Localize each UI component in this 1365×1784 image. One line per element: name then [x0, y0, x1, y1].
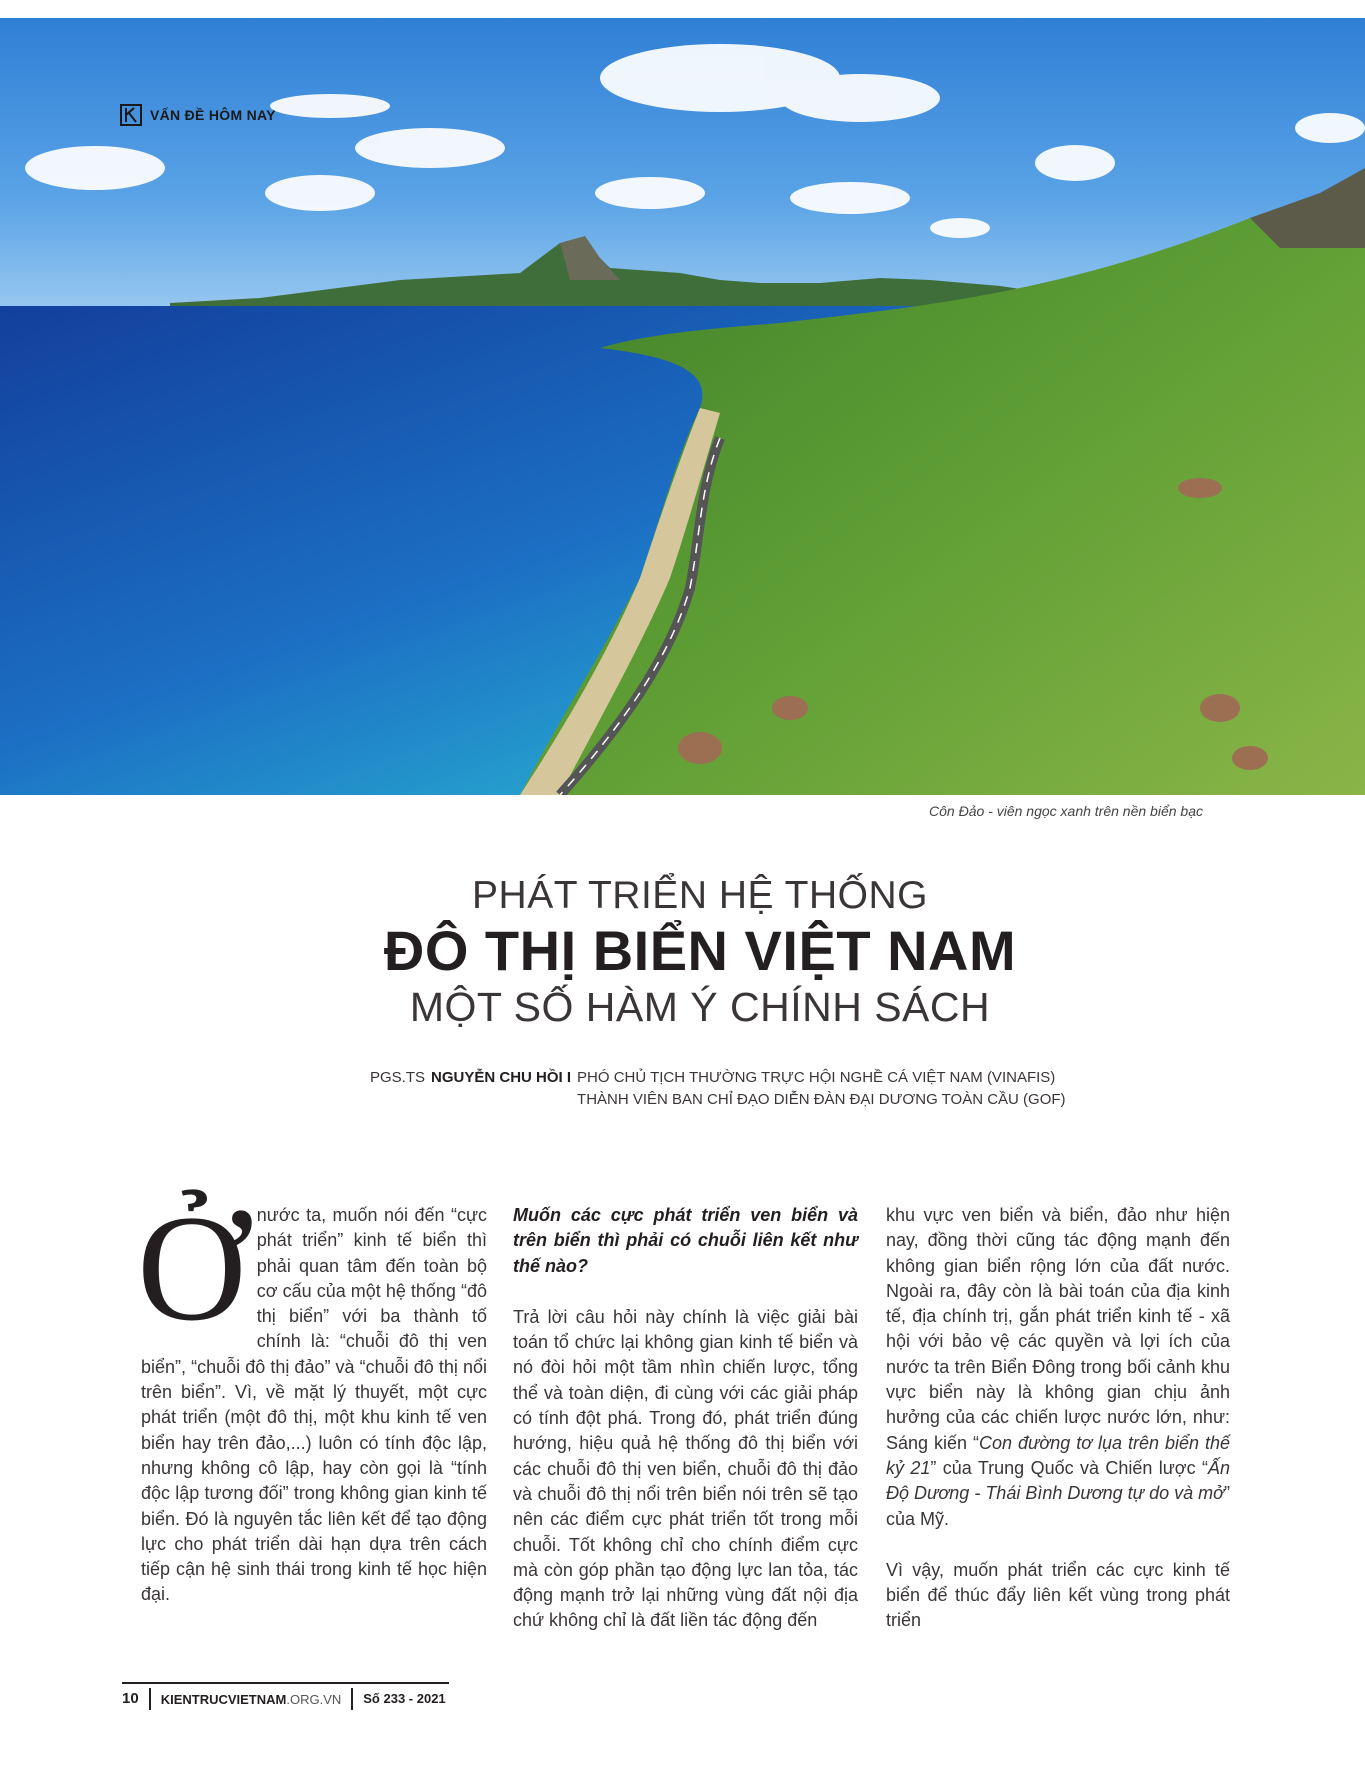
- author-name: NGUYỄN CHU HỒI I: [431, 1069, 572, 1086]
- page-footer: [122, 1688, 446, 1710]
- author-roles: [577, 1067, 1066, 1111]
- title-line-1: PHÁT TRIỂN HỆ THỐNG: [472, 874, 928, 917]
- hero-photo: [0, 18, 1365, 795]
- issue-number: Số 233 - 2021: [351, 1688, 445, 1710]
- body-column-3: [886, 1203, 1230, 1660]
- section-label: VẤN ĐỀ HÔM NAY: [150, 107, 276, 123]
- con-dao-landscape-image: [0, 18, 1365, 795]
- paragraph: [137, 1184, 487, 1608]
- paragraph-text: khu vực ven biển và biển, đảo như hiện nay, đồng thời cũng tác động mạnh đến không gian biển rộng lớn của đất nước. Ngoài ra, đây còn là bài toán của địa kinh tế, địa chính trị, gắn phát triển kinh tế - xã hội với bảo vệ các quyền và lợi ích của nước ta trên Biển Đông trong bối cảnh khu vực biển này là không gian chịu ảnh hưởng của các chiến lược nước lớn, như: Sáng kiến “: [886, 1205, 1230, 1453]
- paragraph-text: nước ta, muốn nói đến “cực phát triển” kinh tế biển thì phải quan tâm đến toàn bộ cơ cấu của một hệ thống “đô thị biển” với ba thành tố chính là: “chuỗi đô thị ven biển”, “chuỗi đô thị đảo” và “chuỗi đô thị nổi trên biển”. Vì, về mặt lý thuyết, một cực phát triển (một đô thị, một khu kinh tế ven biển hay trên đảo,...) luôn có tính độc lập, nhưng không cô lập, hay còn gọi là “tính độc lập tương đối” trong không gian kinh tế biển. Đó là nguyên tắc liên kết để tạo động lực cho phát triển dài hạn dựa trên cách tiếp cận hệ sinh thái trong kinh tế học hiện đại.: [141, 1205, 487, 1605]
- author-degree: PGS.TS: [370, 1069, 426, 1086]
- title-line-3: MỘT SỐ HÀM Ý CHÍNH SÁCH: [409, 984, 991, 1030]
- site-domain: .ORG.VN: [286, 1691, 342, 1707]
- drop-cap: Ở: [137, 1184, 247, 1352]
- section-tag: [120, 104, 276, 126]
- photo-caption: Côn Đảo - viên ngọc xanh trên nền biển bạc: [929, 803, 1203, 819]
- paragraph: Trả lời câu hỏi này chính là việc giải bài toán tổ chức lại không gian kinh tế biển và nó đòi hỏi một tầm nhìn chiến lược, tổng thể và toàn diện, đi cùng với các giải pháp có tính đột phá. Trong đó, phát triển đúng hướng, hiệu quả hệ thống đô thị biển với các chuỗi đô thị ven biển, chuỗi đô thị đảo và chuỗi đô thị nổi trên biển nói trên sẽ tạo nên các điểm cực phát triển tốt trong mỗi chuỗi. Tốt không chỉ cho chính điểm cực mà còn góp phần tạo động lực lan tỏa, tác động mạnh trở lại những vùng đất nội địa chứ không chỉ là đất liền tác động đến: [513, 1306, 858, 1631]
- site-name: KIENTRUCVIETNAM: [160, 1691, 287, 1707]
- subheading: Muốn các cực phát triển ven biển và trên biển thì phải có chuỗi liên kết như thế nào?: [513, 1205, 858, 1276]
- kt-logo-icon: [120, 104, 142, 126]
- italic-text: Ấn Độ Dương - Thái Bình Dương tự do và mở: [886, 1457, 1230, 1504]
- body-column-2: [513, 1203, 858, 1660]
- article-title: [0, 872, 1365, 1032]
- author-role-1: PHÓ CHỦ TỊCH THƯỜNG TRỰC HỘI NGHỀ CÁ VIỆT NAM (VINAFIS): [577, 1069, 1056, 1086]
- italic-text: Con đường tơ lụa trên biển thế kỷ 21: [886, 1432, 1230, 1478]
- paragraph-text: ” của Trung Quốc và Chiến lược “: [930, 1457, 1208, 1478]
- footer-rule: [122, 1682, 449, 1684]
- title-line-2: ĐÔ THỊ BIỂN VIỆT NAM: [383, 919, 1017, 982]
- paragraph: [886, 1203, 1230, 1532]
- author-role-2: THÀNH VIÊN BAN CHỈ ĐẠO DIỄN ĐÀN ĐẠI DƯƠNG TOÀN CẦU (GOF): [577, 1091, 1066, 1108]
- paragraph-text: ” của Mỹ.: [886, 1483, 1230, 1529]
- paragraph: Vì vậy, muốn phát triển các cực kinh tế biển để thúc đẩy liên kết vùng trong phát triển: [886, 1559, 1230, 1631]
- byline: [370, 1067, 1066, 1111]
- page-number: 10: [122, 1688, 151, 1710]
- body-column-1: [137, 1184, 487, 1634]
